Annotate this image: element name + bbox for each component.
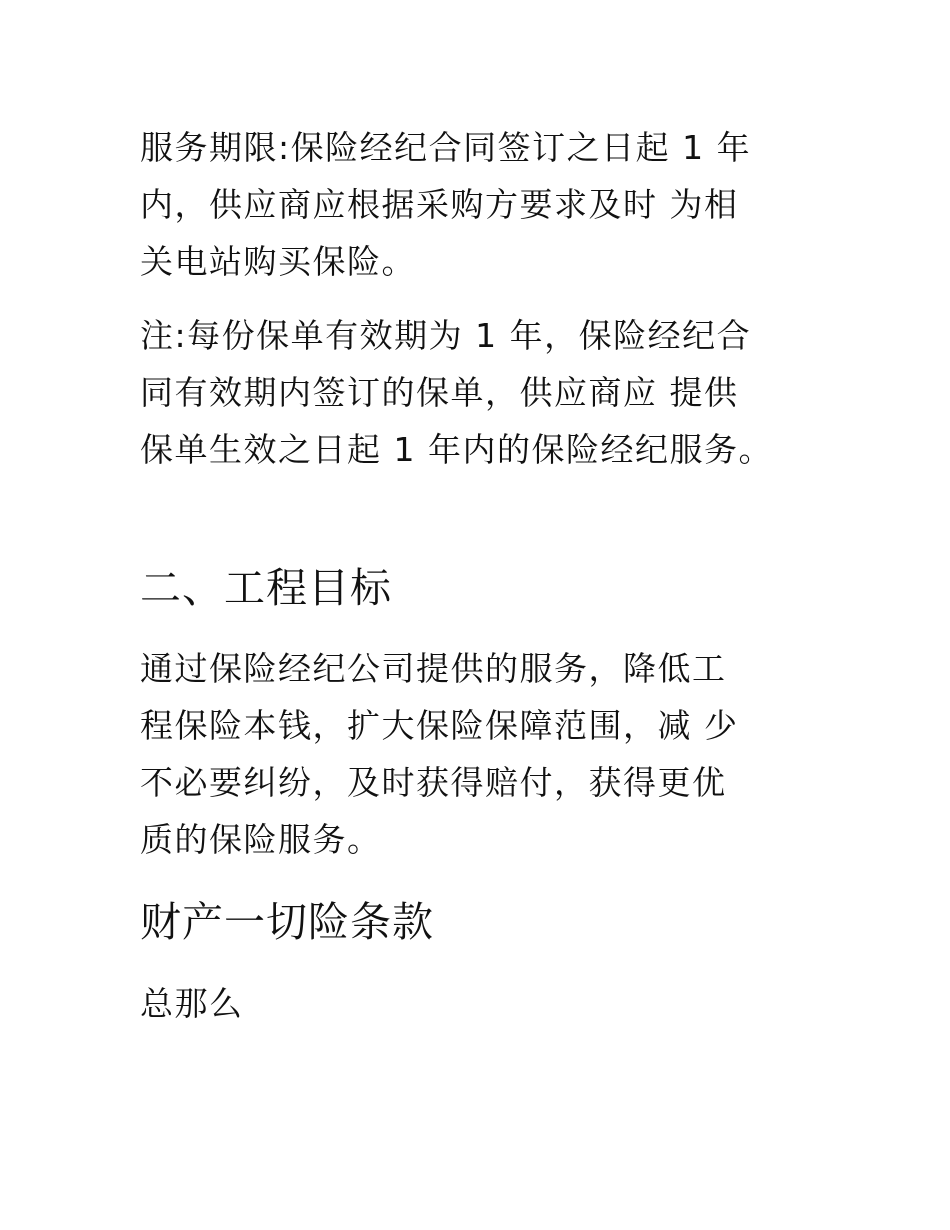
text-line: 不必要纠纷，及时获得赔付，获得更优 (140, 763, 727, 802)
section-heading-project-goals (140, 562, 820, 614)
text-line: 总那么 (140, 984, 244, 1023)
general-provisions-paragraph (140, 975, 820, 1032)
text-line: 同有效期内签订的保单，供应商应 提供 (140, 373, 739, 412)
service-period-paragraph (140, 119, 820, 290)
text-line: 通过保险经纪公司提供的服务，降低工 (140, 649, 727, 688)
text-line: 质的保险服务。 (140, 820, 382, 859)
text-line: 注:每份保单有效期为 1 年，保险经纪合 (140, 316, 752, 355)
text-line: 关电站购买保险。 (140, 242, 416, 281)
project-goals-paragraph (140, 640, 820, 868)
heading-text: 二、工程目标 (140, 564, 392, 612)
heading-text: 财产一切险条款 (140, 898, 434, 946)
section-heading-property-insurance (140, 896, 820, 948)
text-line: 保单生效之日起 1 年内的保险经纪服务。 (140, 430, 773, 469)
text-line: 内，供应商应根据采购方要求及时 为相 (140, 185, 739, 224)
text-line: 服务期限:保险经纪合同签订之日起 1 年 (140, 128, 752, 167)
note-paragraph (140, 307, 820, 478)
text-line: 程保险本钱，扩大保险保障范围，减 少 (140, 706, 739, 745)
